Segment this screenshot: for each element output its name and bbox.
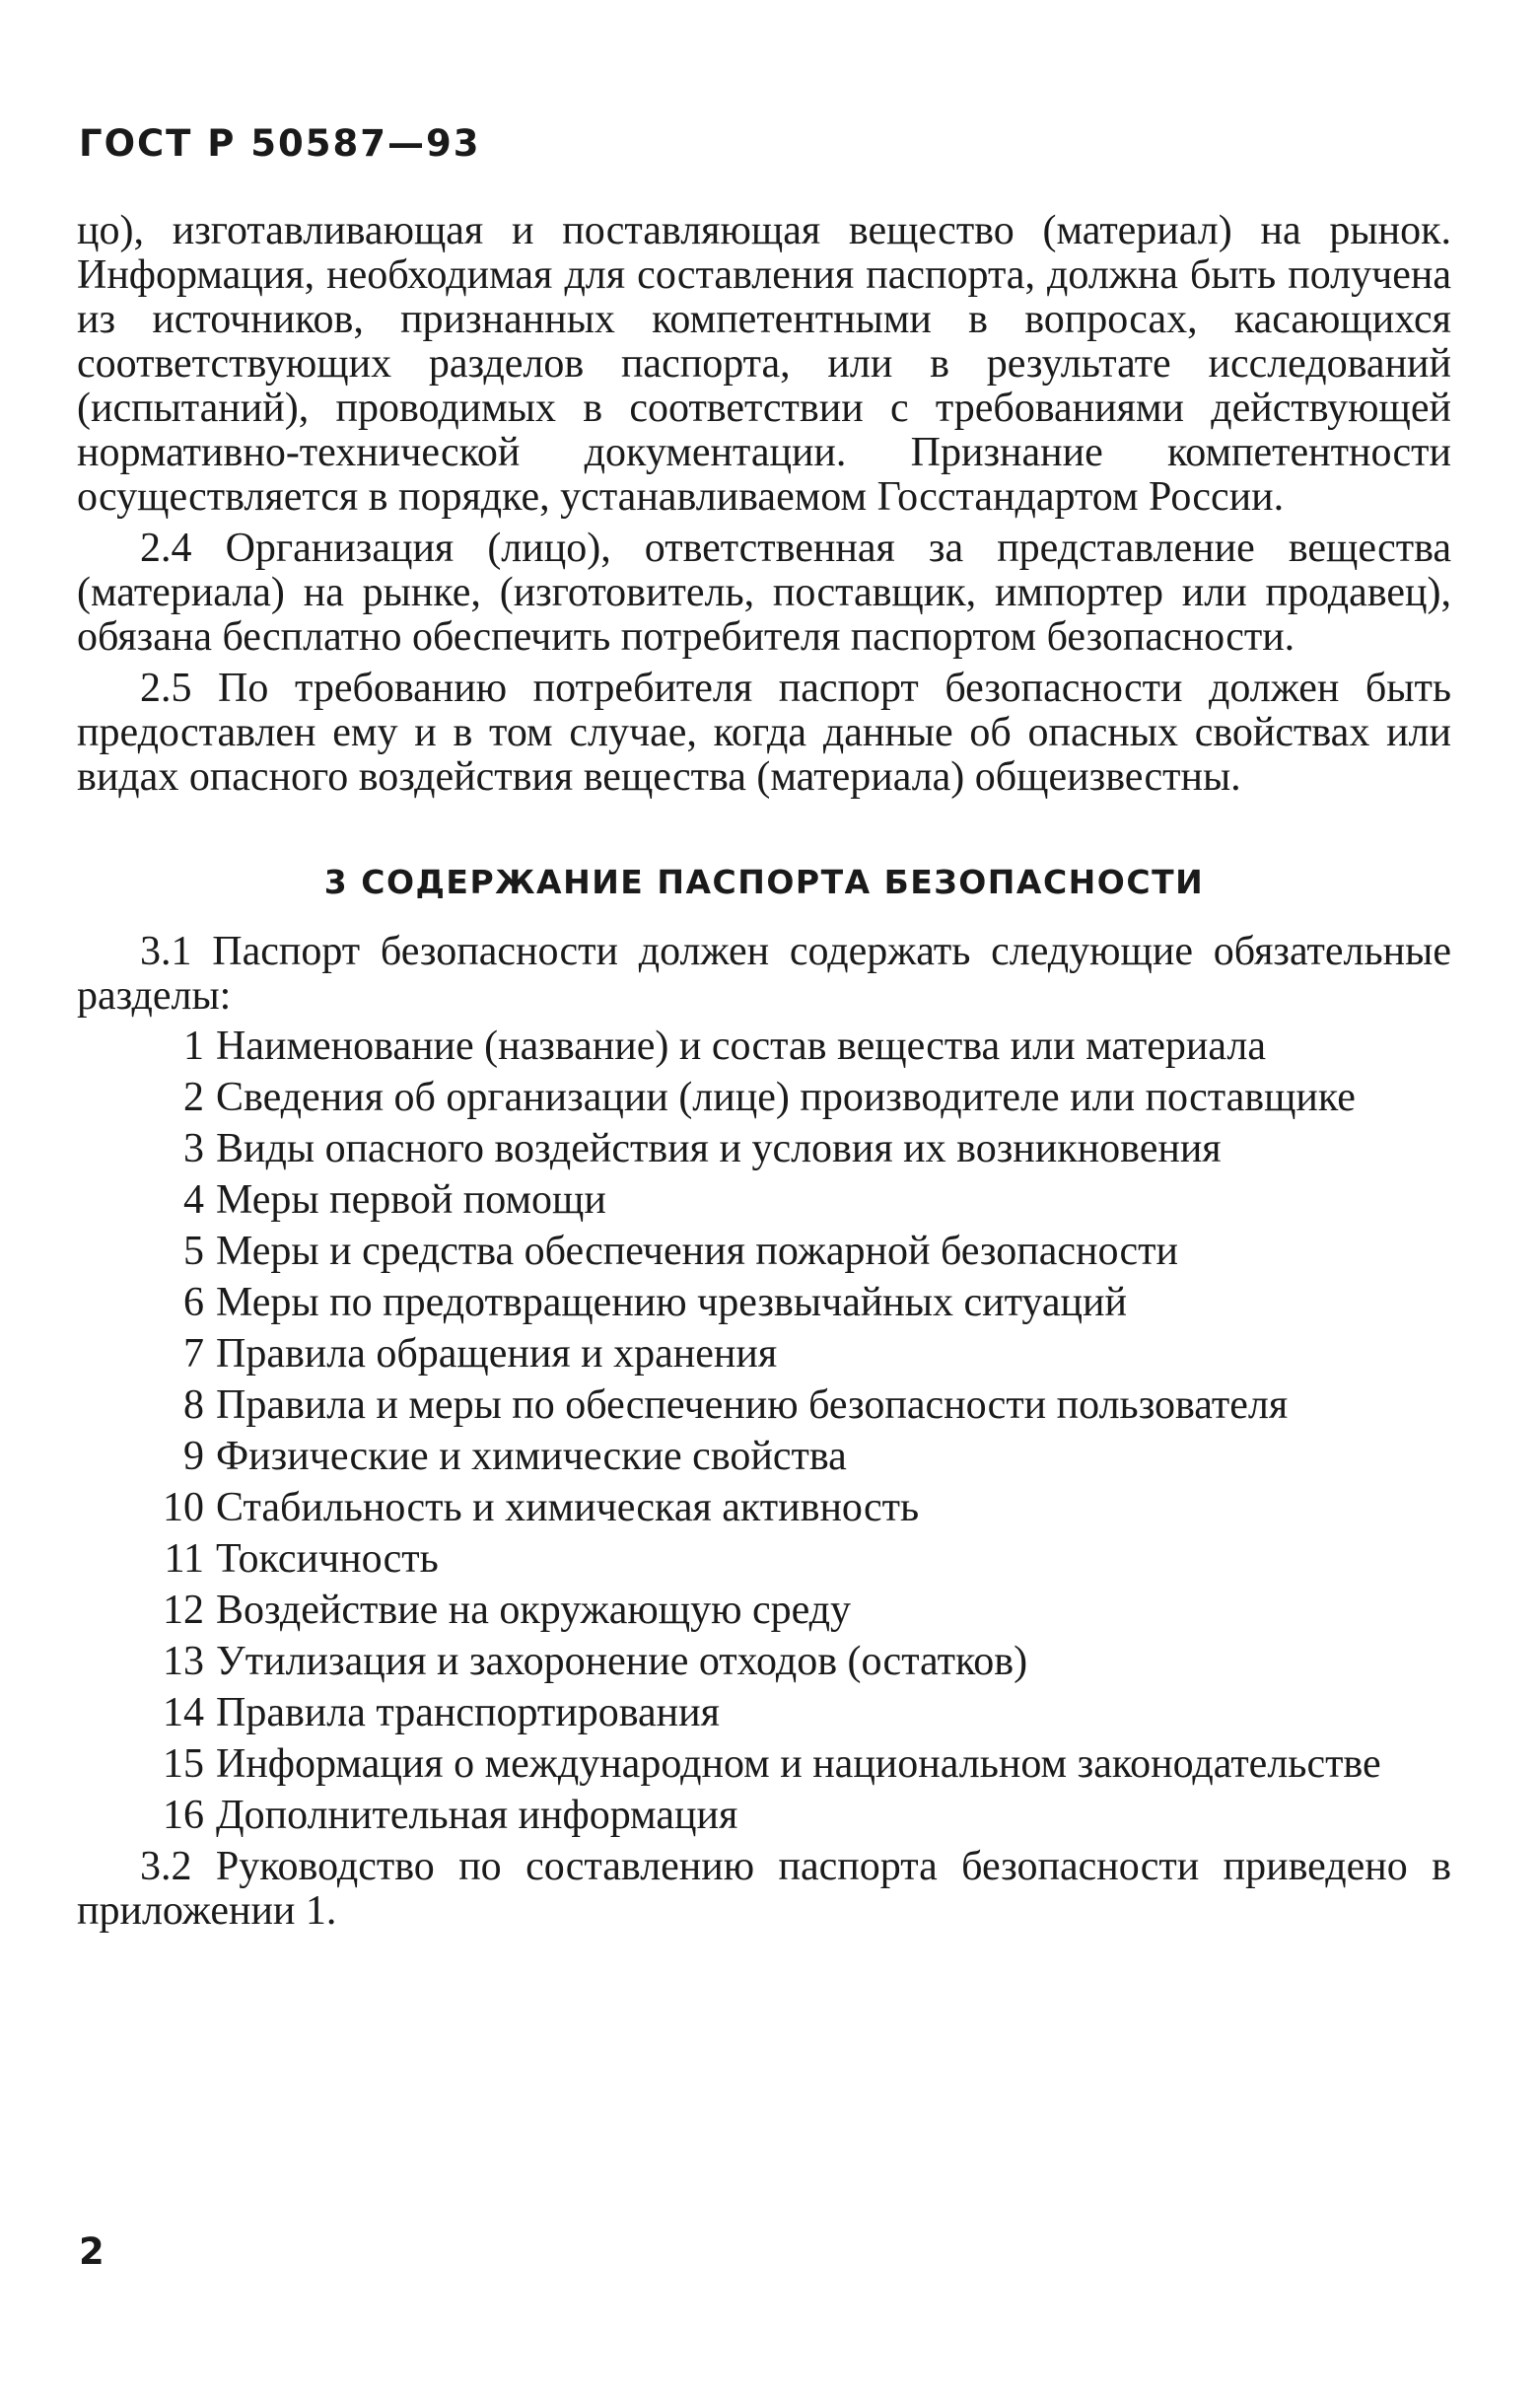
list-item-number: 14	[163, 1690, 204, 1735]
list-item	[77, 1794, 1451, 1838]
list-item-number: 5	[183, 1229, 204, 1274]
list-item	[77, 1589, 1451, 1633]
page-number: 2	[79, 2230, 105, 2273]
list-item	[77, 1640, 1451, 1684]
document-header: ГОСТ Р 50587—93	[79, 122, 481, 165]
list-item-number: 4	[183, 1177, 204, 1223]
list-item	[77, 1332, 1451, 1377]
document-body	[77, 209, 1451, 1934]
list-item-number: 10	[163, 1485, 204, 1530]
list-item-number: 3	[183, 1126, 204, 1171]
list-item	[77, 1383, 1451, 1428]
list-item-text: Виды опасного воздействия и условия их возникновения	[216, 1126, 1222, 1171]
list-item-text: Стабильность и химическая активность	[216, 1485, 920, 1530]
paragraph-continuation: цо), изготавливающая и поставляющая вещество (материал) на рынок. Информация, необходимая для составления паспорта, должна быть получена из источников, признанных компетентными в вопросах, касающихся соответствующих разделов паспорта, или в результате исследований (испытаний), проводимых в соответствии с требованиями действующей нормативно-технической документации. Признание компетентности осуществляется в порядке, устанавливаемом Госстандартом России.	[77, 208, 1451, 520]
list-item-number: 1	[183, 1024, 204, 1069]
list-item-number: 12	[163, 1588, 204, 1633]
list-item-number: 16	[163, 1793, 204, 1838]
list-item	[77, 1537, 1451, 1582]
list-item-number: 15	[163, 1741, 204, 1787]
list-item-text: Физические и химические свойства	[216, 1434, 847, 1479]
list-item	[77, 1486, 1451, 1530]
paragraph-3-1: 3.1 Паспорт безопасности должен содержать следующие обязательные разделы:	[77, 929, 1451, 1019]
list-item	[77, 1024, 1451, 1069]
list-item-number: 7	[183, 1331, 204, 1377]
list-item-text: Информация о международном и национальном законодательстве	[216, 1741, 1381, 1787]
sections-list	[77, 1024, 1451, 1838]
list-item-text: Меры по предотвращению чрезвычайных ситуаций	[216, 1280, 1127, 1325]
list-item	[77, 1230, 1451, 1274]
list-item	[77, 1127, 1451, 1171]
paragraph-3-2: 3.2 Руководство по составлению паспорта безопасности приведено в приложении 1.	[77, 1844, 1451, 1934]
list-item-number: 2	[183, 1075, 204, 1120]
list-item-text: Меры и средства обеспечения пожарной безопасности	[216, 1229, 1179, 1274]
paragraph-2-5: 2.5 По требованию потребителя паспорт безопасности должен быть предоставлен ему и в том случае, когда данные об опасных свойствах или видах опасного воздействия вещества (материала) общеизвестны.	[77, 666, 1451, 800]
paragraph-2-4: 2.4 Организация (лицо), ответственная за представление вещества (материала) на рынке, (изготовитель, поставщик, импортер или продавец), обязана бесплатно обеспечить потребителя паспортом безопасности.	[77, 526, 1451, 660]
list-item-number: 11	[164, 1536, 204, 1582]
list-item	[77, 1435, 1451, 1479]
list-item	[77, 1178, 1451, 1223]
list-item-number: 9	[183, 1434, 204, 1479]
list-item-number: 13	[163, 1639, 204, 1684]
list-item	[77, 1281, 1451, 1325]
list-item-text: Утилизация и захоронение отходов (остатков)	[216, 1639, 1028, 1684]
list-item-number: 6	[183, 1280, 204, 1325]
list-item-text: Воздействие на окружающую среду	[216, 1588, 852, 1633]
list-item-text: Правила обращения и хранения	[216, 1331, 778, 1377]
list-item-text: Дополнительная информация	[216, 1793, 738, 1838]
list-item-text: Правила транспортирования	[216, 1690, 720, 1735]
list-item-text: Токсичность	[216, 1536, 439, 1582]
list-item-text: Меры первой помощи	[216, 1177, 606, 1223]
list-item-text: Наименование (название) и состав вещества или материала	[216, 1024, 1267, 1069]
list-item	[77, 1691, 1451, 1735]
list-item	[77, 1742, 1451, 1787]
list-item	[77, 1076, 1451, 1120]
list-item-text: Правила и меры по обеспечению безопасности пользователя	[216, 1382, 1289, 1428]
list-item-number: 8	[183, 1382, 204, 1428]
list-item-text: Сведения об организации (лице) производителе или поставщике	[216, 1075, 1356, 1120]
section-3-title: 3 СОДЕРЖАНИЕ ПАСПОРТА БЕЗОПАСНОСТИ	[323, 863, 1205, 901]
